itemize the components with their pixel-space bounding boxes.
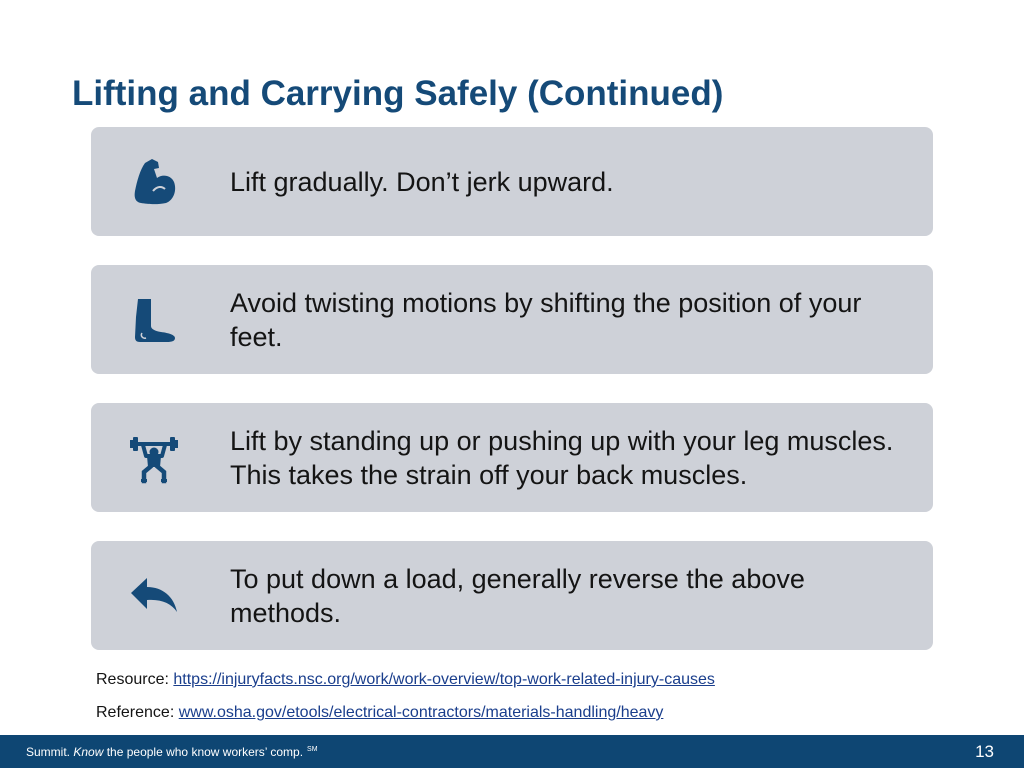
reverse-arrow-icon [127,569,181,623]
reference-link[interactable]: www.osha.gov/etools/electrical-contractors/materials-handling/heavy [178,704,664,721]
weightlifter-icon [127,431,181,485]
tip-card-avoid-twisting [91,265,933,374]
resource-label: Resource: [96,671,174,688]
tips-list [91,127,933,679]
reference-label: Reference: [96,704,179,721]
references [96,670,715,736]
tip-text: Avoid twisting motions by shifting the position of your feet. [230,287,862,352]
tip-text: To put down a load, generally reverse the above methods. [230,563,805,628]
resource-link[interactable]: https://injuryfacts.nsc.org/work/work-overview/top-work-related-injury-causes [173,671,715,688]
tip-text: Lift gradually. Don’t jerk upward. [230,166,614,197]
footer-tagline [26,745,318,759]
footer-brand: Summit. [26,745,74,759]
footer-tagline-rest: the people who know workers’ comp. [103,745,304,759]
resource-line [96,670,715,690]
footer-bar [0,735,1024,768]
foot-icon [127,293,181,347]
tip-card-put-down-load [91,541,933,650]
flexed-bicep-icon [127,155,181,209]
slide-title: Lifting and Carrying Safely (Continued) [72,74,724,113]
footer-know: Know [73,745,104,759]
service-mark: SM [307,746,318,753]
page-number: 13 [975,742,994,761]
tip-text: Lift by standing up or pushing up with your leg muscles. This takes the strain off your back muscles. [230,425,894,490]
tip-card-lift-gradually [91,127,933,236]
reference-line [96,703,715,723]
tip-card-leg-muscles [91,403,933,512]
